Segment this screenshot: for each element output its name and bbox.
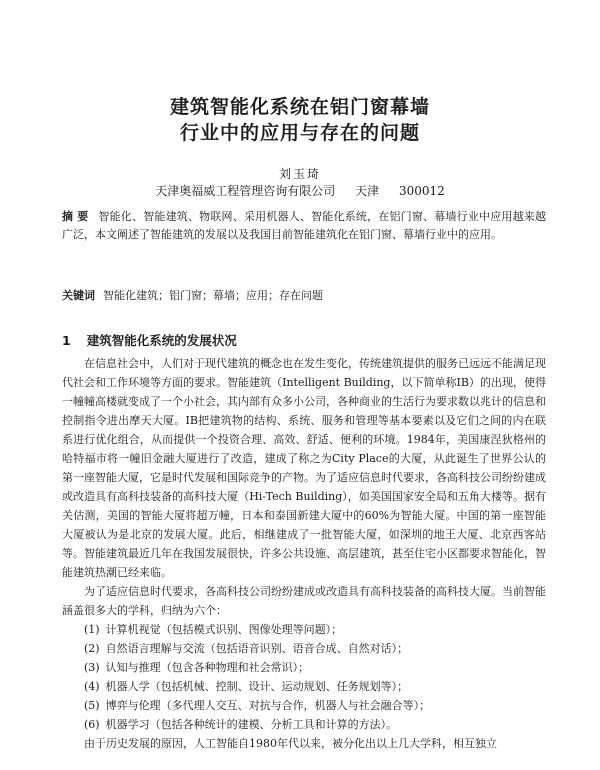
list-item: [62, 620, 546, 639]
list-item-number: (2): [84, 642, 100, 655]
list-item: [62, 677, 546, 696]
section-number: 1: [62, 333, 71, 348]
list-item-number: (3): [84, 661, 100, 674]
list-item: [62, 715, 546, 734]
list-item-text: 机器人学（包括机械、控制、设计、运动规划、任务规划等）；: [105, 680, 409, 693]
list-item-text: 机器学习（包括各种统计的建模、分析工具和计算的方法）。: [105, 718, 398, 731]
list-item-text: 计算机视觉（包括模式识别、图像处理等问题）；: [105, 623, 343, 636]
list-item: [62, 658, 546, 677]
keywords: [62, 287, 546, 305]
paragraph: 为了适应信息时代要求，各高科技公司纷纷建成或改造具有高科技装备的高科技大厦。当前智能涵盖很多大的学科，归纳为六个：: [62, 585, 546, 617]
abstract: [62, 208, 546, 244]
author-name: 刘玉琦: [278, 167, 321, 181]
keywords-text: 智能化建筑；铝门窗；幕墙；应用；存在问题: [103, 289, 323, 302]
affiliation-city: 天津: [355, 184, 380, 198]
closing-paragraph: 由于历史发展的原因，人工智能自1980年代以来，被分化出以上几大学科，相互独立: [84, 737, 497, 750]
list-item-number: (4): [84, 680, 100, 693]
title-line-2: 行业中的应用与存在的问题: [179, 122, 420, 144]
body-text: [62, 354, 546, 753]
affiliation-postcode: 300012: [398, 184, 445, 198]
affiliation: [0, 182, 600, 199]
list-item: [62, 639, 546, 658]
list-item-number: (5): [84, 699, 100, 712]
paragraph: 在信息社会中，人们对于现代建筑的概念也在发生变化，传统建筑提供的服务已远远不能满足现代社会和工作环境等方面的要求。智能建筑（Intelligent Building，以下简单称IB）的出现，使得一幢幢高楼就变成了一个小社会，其内部有众多小公司，各种商业的生活行为要求数以兆计的信息和控制指令进出摩天大厦。IB把建筑物的结构、系统、服务和管理等基本要素以及它们之间的内在联系进行优化组合，从而提供一个投资合理、高效、舒适、便利的环境。1984年，美国康涅狄格州的哈特福市将一幢旧金融大厦进行了改造，建成了称之为City Place的大厦，从此诞生了世界公认的第一座智能大厦，它是时代发展和国际竞争的产物。为了适应信息时代要求，各高科技公司纷纷建成或改造具有高科技装备的高科技大厦（Hi-Tech Building），如美国国家安全局和五角大楼等。据有关估测，美国的智能大厦将超万幢，日本和泰国新建大厦中的60%为智能大厦。中国的第一座智能大厦被认为是北京的发展大厦。此后，相继建成了一批智能大厦，如深圳的地王大厦、北京西客站等。智能建筑最近几年在我国发展很快，许多公共设施、高层建筑，甚至住宅小区都要求智能化，智能建筑热潮已经来临。: [62, 357, 546, 579]
discipline-list: [62, 620, 546, 734]
list-item-text: 自然语言理解与交流（包括语音识别、语音合成、自然对话）；: [105, 642, 409, 655]
abstract-text: 智能化、智能建筑、物联网、采用机器人、智能化系统，在铝门窗、幕墙行业中应用越来越广泛，本文阐述了智能建筑的发展以及我国目前智能建筑化在铝门窗、幕墙行业中的应用。: [62, 210, 546, 241]
abstract-label: 摘 要: [62, 210, 89, 223]
list-item-number: (1): [84, 623, 100, 636]
affiliation-org: 天津奥福威工程管理咨询有限公司: [155, 184, 336, 198]
list-item-text: 认知与推理（包含各种物理和社会常识）；: [105, 661, 310, 674]
keywords-label: 关键词: [62, 289, 95, 302]
title-line-1: 建筑智能化系统在铝门窗幕墙: [169, 96, 430, 118]
section-title: 建筑智能化系统的发展状况: [86, 333, 237, 348]
list-item: [62, 696, 546, 715]
section-heading: [62, 331, 237, 349]
list-item-number: (6): [84, 718, 100, 731]
list-item-text: 博弈与伦理（多代理人交互、对抗与合作，机器人与社会融合等）；: [105, 699, 431, 712]
